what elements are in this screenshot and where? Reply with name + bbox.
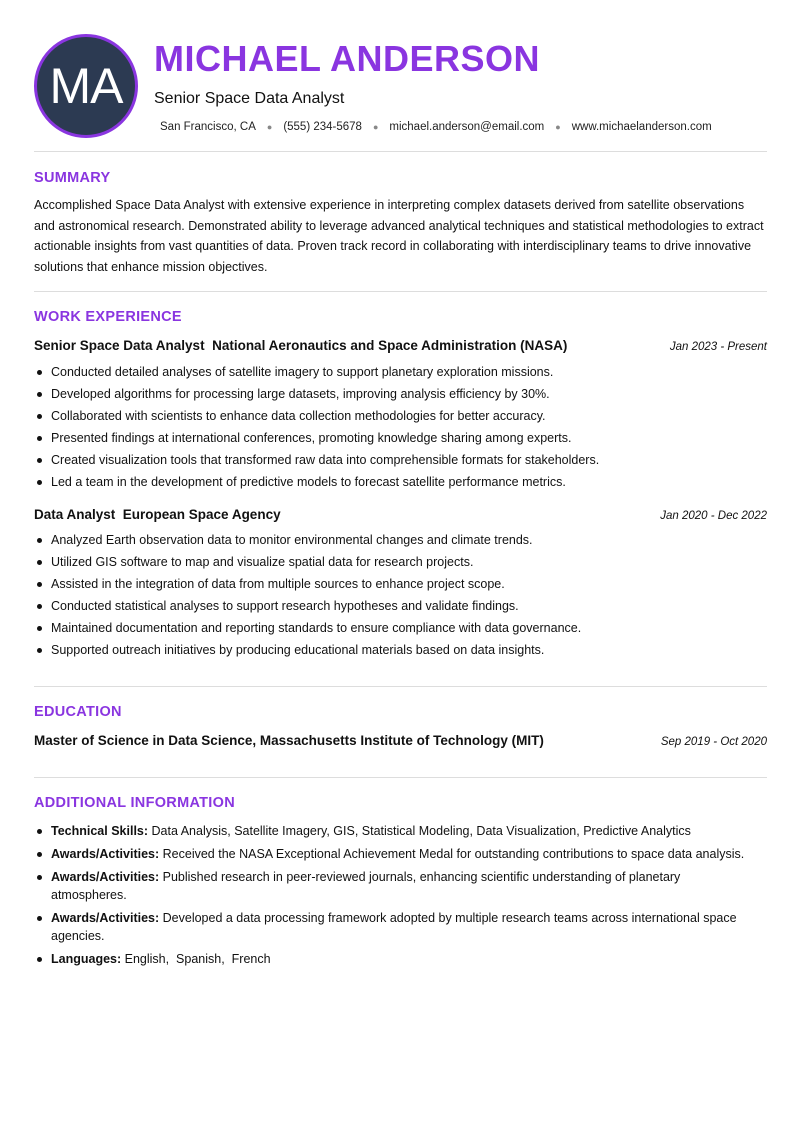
work-experience-heading: WORK EXPERIENCE — [34, 309, 182, 325]
list-item: Collaborated with scientists to enhance data collection methodologies for better accuracy. — [34, 405, 767, 427]
separator-dot-icon: ● — [555, 122, 561, 132]
avatar: MA — [34, 34, 138, 138]
contact-phone: (555) 234-5678 — [283, 121, 362, 133]
education-heading: EDUCATION — [34, 704, 122, 720]
separator-dot-icon: ● — [266, 122, 273, 132]
list-item — [34, 822, 767, 840]
job-dates: Jan 2023 - Present — [669, 341, 767, 353]
separator-dot-icon: ● — [372, 122, 379, 132]
job-bullets — [34, 361, 767, 493]
list-item: Conducted detailed analyses of satellite imagery to support planetary exploration missions. — [34, 361, 767, 383]
item-label: Languages: — [51, 952, 122, 966]
contact-email[interactable]: michael.anderson@email.com — [389, 121, 545, 133]
job-header — [34, 507, 767, 522]
job-role: Data Analyst European Space Agency — [34, 507, 281, 522]
additional-information-heading: ADDITIONAL INFORMATION — [34, 795, 235, 811]
additional-list — [34, 822, 767, 973]
item-label: Awards/Activities: — [51, 911, 160, 925]
item-label: Technical Skills: — [51, 824, 149, 838]
list-item: Maintained documentation and reporting standards to ensure compliance with data governance. — [34, 617, 767, 639]
resume-header — [34, 34, 767, 138]
summary-text: Accomplished Space Data Analyst with extensive experience in interpreting complex datasets derived from satellite observations and astronomical research. Demonstrated ability to leverage advanced analytical techniques and statistical methodologies to extract actionable insights from vast quantities of data. Proven track record in collaborating with interdisciplinary teams to drive innovative solutions that enhance mission objectives. — [34, 198, 764, 274]
item-text: English, Spanish, French — [124, 952, 271, 966]
summary-heading: SUMMARY — [34, 170, 111, 186]
job-dates: Jan 2020 - Dec 2022 — [660, 510, 767, 522]
item-text: Data Analysis, Satellite Imagery, GIS, Statistical Modeling, Data Visualization, Predictive Analytics — [151, 824, 691, 838]
list-item: Supported outreach initiatives by producing educational materials based on data insights. — [34, 639, 767, 661]
list-item: Led a team in the development of predictive models to forecast satellite performance metrics. — [34, 471, 767, 493]
degree: Master of Science in Data Science, Massachusetts Institute of Technology (MIT) — [34, 733, 544, 748]
list-item: Assisted in the integration of data from multiple sources to enhance project scope. — [34, 573, 767, 595]
divider — [34, 291, 767, 292]
divider — [34, 777, 767, 778]
contact-website[interactable]: www.michaelanderson.com — [571, 121, 712, 133]
list-item: Created visualization tools that transformed raw data into comprehensible formats for stakeholders. — [34, 449, 767, 471]
list-item: Presented findings at international conferences, promoting knowledge sharing among experts. — [34, 427, 767, 449]
list-item: Developed algorithms for processing large datasets, improving analysis efficiency by 30%. — [34, 383, 767, 405]
candidate-name: MICHAEL ANDERSON — [154, 38, 541, 79]
list-item: Utilized GIS software to map and visualize spatial data for research projects. — [34, 551, 767, 573]
candidate-title: Senior Space Data Analyst — [154, 90, 345, 107]
item-text: Developed a data processing framework adopted by multiple research teams across international space agencies. — [51, 911, 737, 943]
list-item: Analyzed Earth observation data to monitor environmental changes and climate trends. — [34, 529, 767, 551]
job-header — [34, 338, 767, 353]
job-role: Senior Space Data Analyst National Aeronautics and Space Administration (NASA) — [34, 338, 568, 353]
list-item — [34, 868, 767, 904]
education-dates: Sep 2019 - Oct 2020 — [660, 736, 767, 748]
item-label: Awards/Activities: — [51, 870, 160, 884]
contact-line — [160, 121, 712, 133]
divider — [34, 151, 767, 152]
job-bullets — [34, 529, 767, 661]
contact-location: San Francisco, CA — [160, 121, 256, 133]
list-item — [34, 845, 767, 863]
item-text: Published research in peer-reviewed journals, enhancing scientific understanding of planetary atmospheres. — [51, 870, 681, 902]
divider — [34, 686, 767, 687]
list-item — [34, 909, 767, 945]
item-label: Awards/Activities: — [51, 847, 160, 861]
list-item — [34, 950, 767, 968]
education-entry — [34, 733, 767, 748]
item-text: Received the NASA Exceptional Achievement Medal for outstanding contributions to space data analysis. — [162, 847, 745, 861]
list-item: Conducted statistical analyses to support research hypotheses and validate findings. — [34, 595, 767, 617]
